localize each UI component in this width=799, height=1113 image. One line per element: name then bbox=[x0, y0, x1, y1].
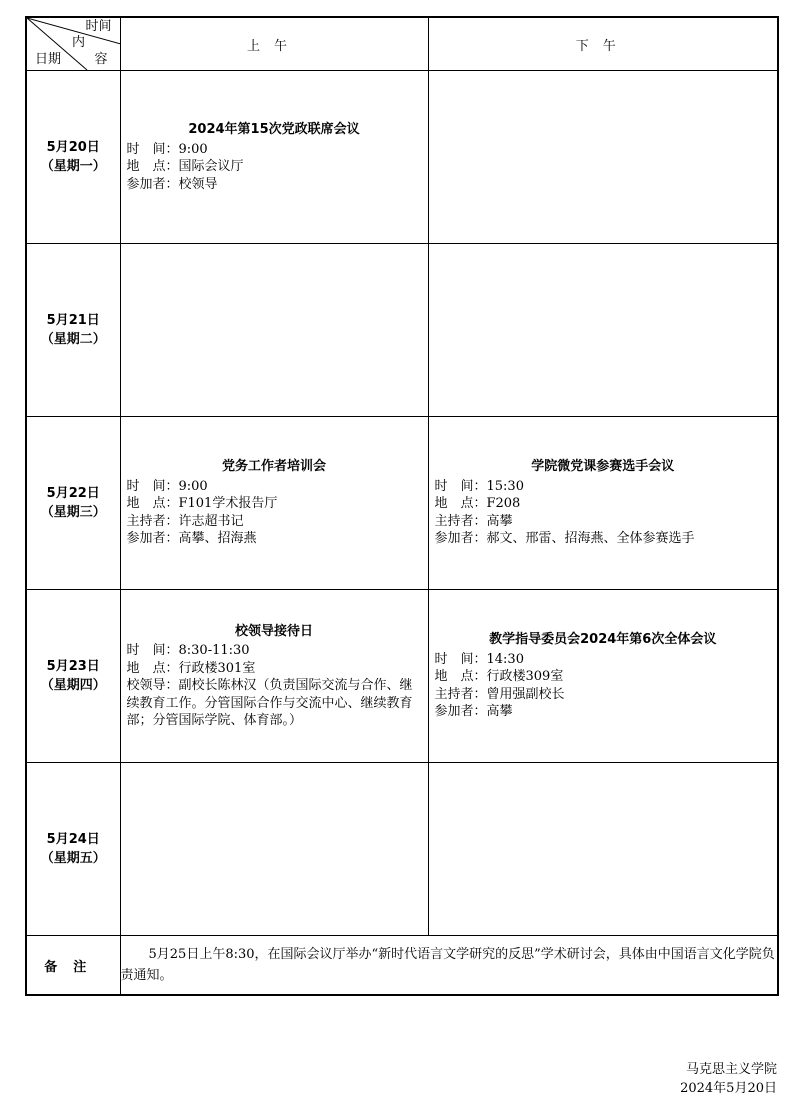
weekday-label: （星期四） bbox=[40, 678, 106, 693]
date-label: 5月22日 bbox=[46, 486, 100, 501]
note-row bbox=[26, 936, 778, 996]
afternoon-cell bbox=[428, 590, 778, 763]
event bbox=[121, 121, 428, 193]
event-detail: 地 点：国际会议厅 bbox=[126, 159, 244, 174]
diag-label-content: 内 bbox=[72, 35, 86, 50]
schedule-table bbox=[25, 16, 779, 996]
weekday-label: （星期二） bbox=[40, 332, 106, 347]
event-detail: 参加者：高攀、招海燕 bbox=[126, 531, 257, 547]
diag-label-rong: 容 bbox=[94, 52, 108, 67]
event-title: 学院微党课参赛选手会议 bbox=[531, 459, 675, 475]
event-detail: 地 点：F101学术报告厅 bbox=[126, 496, 278, 512]
event-detail: 地 点：F208 bbox=[434, 496, 521, 512]
date-cell bbox=[26, 244, 120, 417]
morning-cell bbox=[120, 763, 428, 936]
date-label: 5月20日 bbox=[46, 140, 100, 155]
day-row bbox=[26, 590, 778, 763]
event-title: 教学指导委员会2024年第6次全体会议 bbox=[489, 632, 717, 648]
day-row bbox=[26, 417, 778, 590]
footer bbox=[680, 1060, 777, 1098]
afternoon-cell bbox=[428, 71, 778, 244]
weekday-label: （星期三） bbox=[40, 505, 106, 520]
event-detail: 参加者：校领导 bbox=[126, 176, 218, 192]
date-cell bbox=[26, 417, 120, 590]
event-detail: 主持者：高攀 bbox=[434, 513, 513, 529]
event-detail: 时 间：14:30 bbox=[434, 651, 524, 667]
date-cell bbox=[26, 763, 120, 936]
afternoon-cell bbox=[428, 417, 778, 590]
event-title: 校领导接待日 bbox=[234, 623, 313, 639]
event bbox=[121, 458, 428, 548]
event-detail: 时 间：9:00 bbox=[126, 141, 208, 157]
morning-cell bbox=[120, 590, 428, 763]
afternoon-cell bbox=[428, 244, 778, 417]
event-title: 党务工作者培训会 bbox=[221, 459, 326, 475]
event bbox=[121, 623, 428, 730]
weekday-label: （星期五） bbox=[40, 851, 106, 866]
date-label: 5月24日 bbox=[46, 832, 100, 847]
event-title: 2024年第15次党政联席会议 bbox=[188, 122, 360, 137]
morning-cell bbox=[120, 71, 428, 244]
event-detail: 参加者：郝文、邢雷、招海燕、全体参赛选手 bbox=[434, 531, 695, 547]
event-detail: 主持者：曾用强副校长 bbox=[434, 686, 565, 702]
event bbox=[429, 631, 778, 721]
day-row bbox=[26, 71, 778, 244]
day-row bbox=[26, 763, 778, 936]
diagonal-header-cell bbox=[26, 17, 120, 71]
diag-label-time: 时间 bbox=[85, 19, 112, 34]
morning-header: 上午 bbox=[120, 17, 428, 71]
date-cell bbox=[26, 590, 120, 763]
afternoon-header: 下午 bbox=[428, 17, 778, 71]
event-detail: 参加者：高攀 bbox=[434, 704, 513, 720]
date-cell bbox=[26, 71, 120, 244]
footer-date: 2024年5月20日 bbox=[680, 1081, 777, 1096]
note-text: 5月25日上午8:30，在国际会议厅举办“新时代语言文学研究的反思”学术研讨会，具体由中国语言文化学院负责通知。 bbox=[120, 936, 778, 996]
afternoon-cell bbox=[428, 763, 778, 936]
note-label: 备注 bbox=[26, 936, 120, 996]
date-label: 5月23日 bbox=[46, 659, 100, 674]
event-detail: 地 点：行政楼301室 bbox=[126, 660, 256, 676]
header-row bbox=[26, 17, 778, 71]
morning-cell bbox=[120, 417, 428, 590]
event-detail: 时 间：15:30 bbox=[434, 478, 524, 494]
day-row bbox=[26, 244, 778, 417]
event-detail: 时 间：8:30-11:30 bbox=[126, 643, 250, 658]
date-label: 5月21日 bbox=[46, 313, 100, 328]
weekday-label: （星期一） bbox=[40, 159, 106, 174]
event-detail: 主持者：许志超书记 bbox=[126, 513, 244, 529]
diag-label-date: 日期 bbox=[35, 52, 62, 67]
morning-cell bbox=[120, 244, 428, 417]
footer-org: 马克思主义学院 bbox=[685, 1062, 777, 1077]
event-detail: 校领导：副校长陈林汉（负责国际交流与合作、继续教育工作。分管国际合作与交流中心、继续教育部；分管国际学院、体育部。） bbox=[126, 678, 413, 728]
event bbox=[429, 458, 778, 548]
event-detail: 地 点：行政楼309室 bbox=[434, 669, 564, 685]
event-detail: 时 间：9:00 bbox=[126, 478, 208, 494]
